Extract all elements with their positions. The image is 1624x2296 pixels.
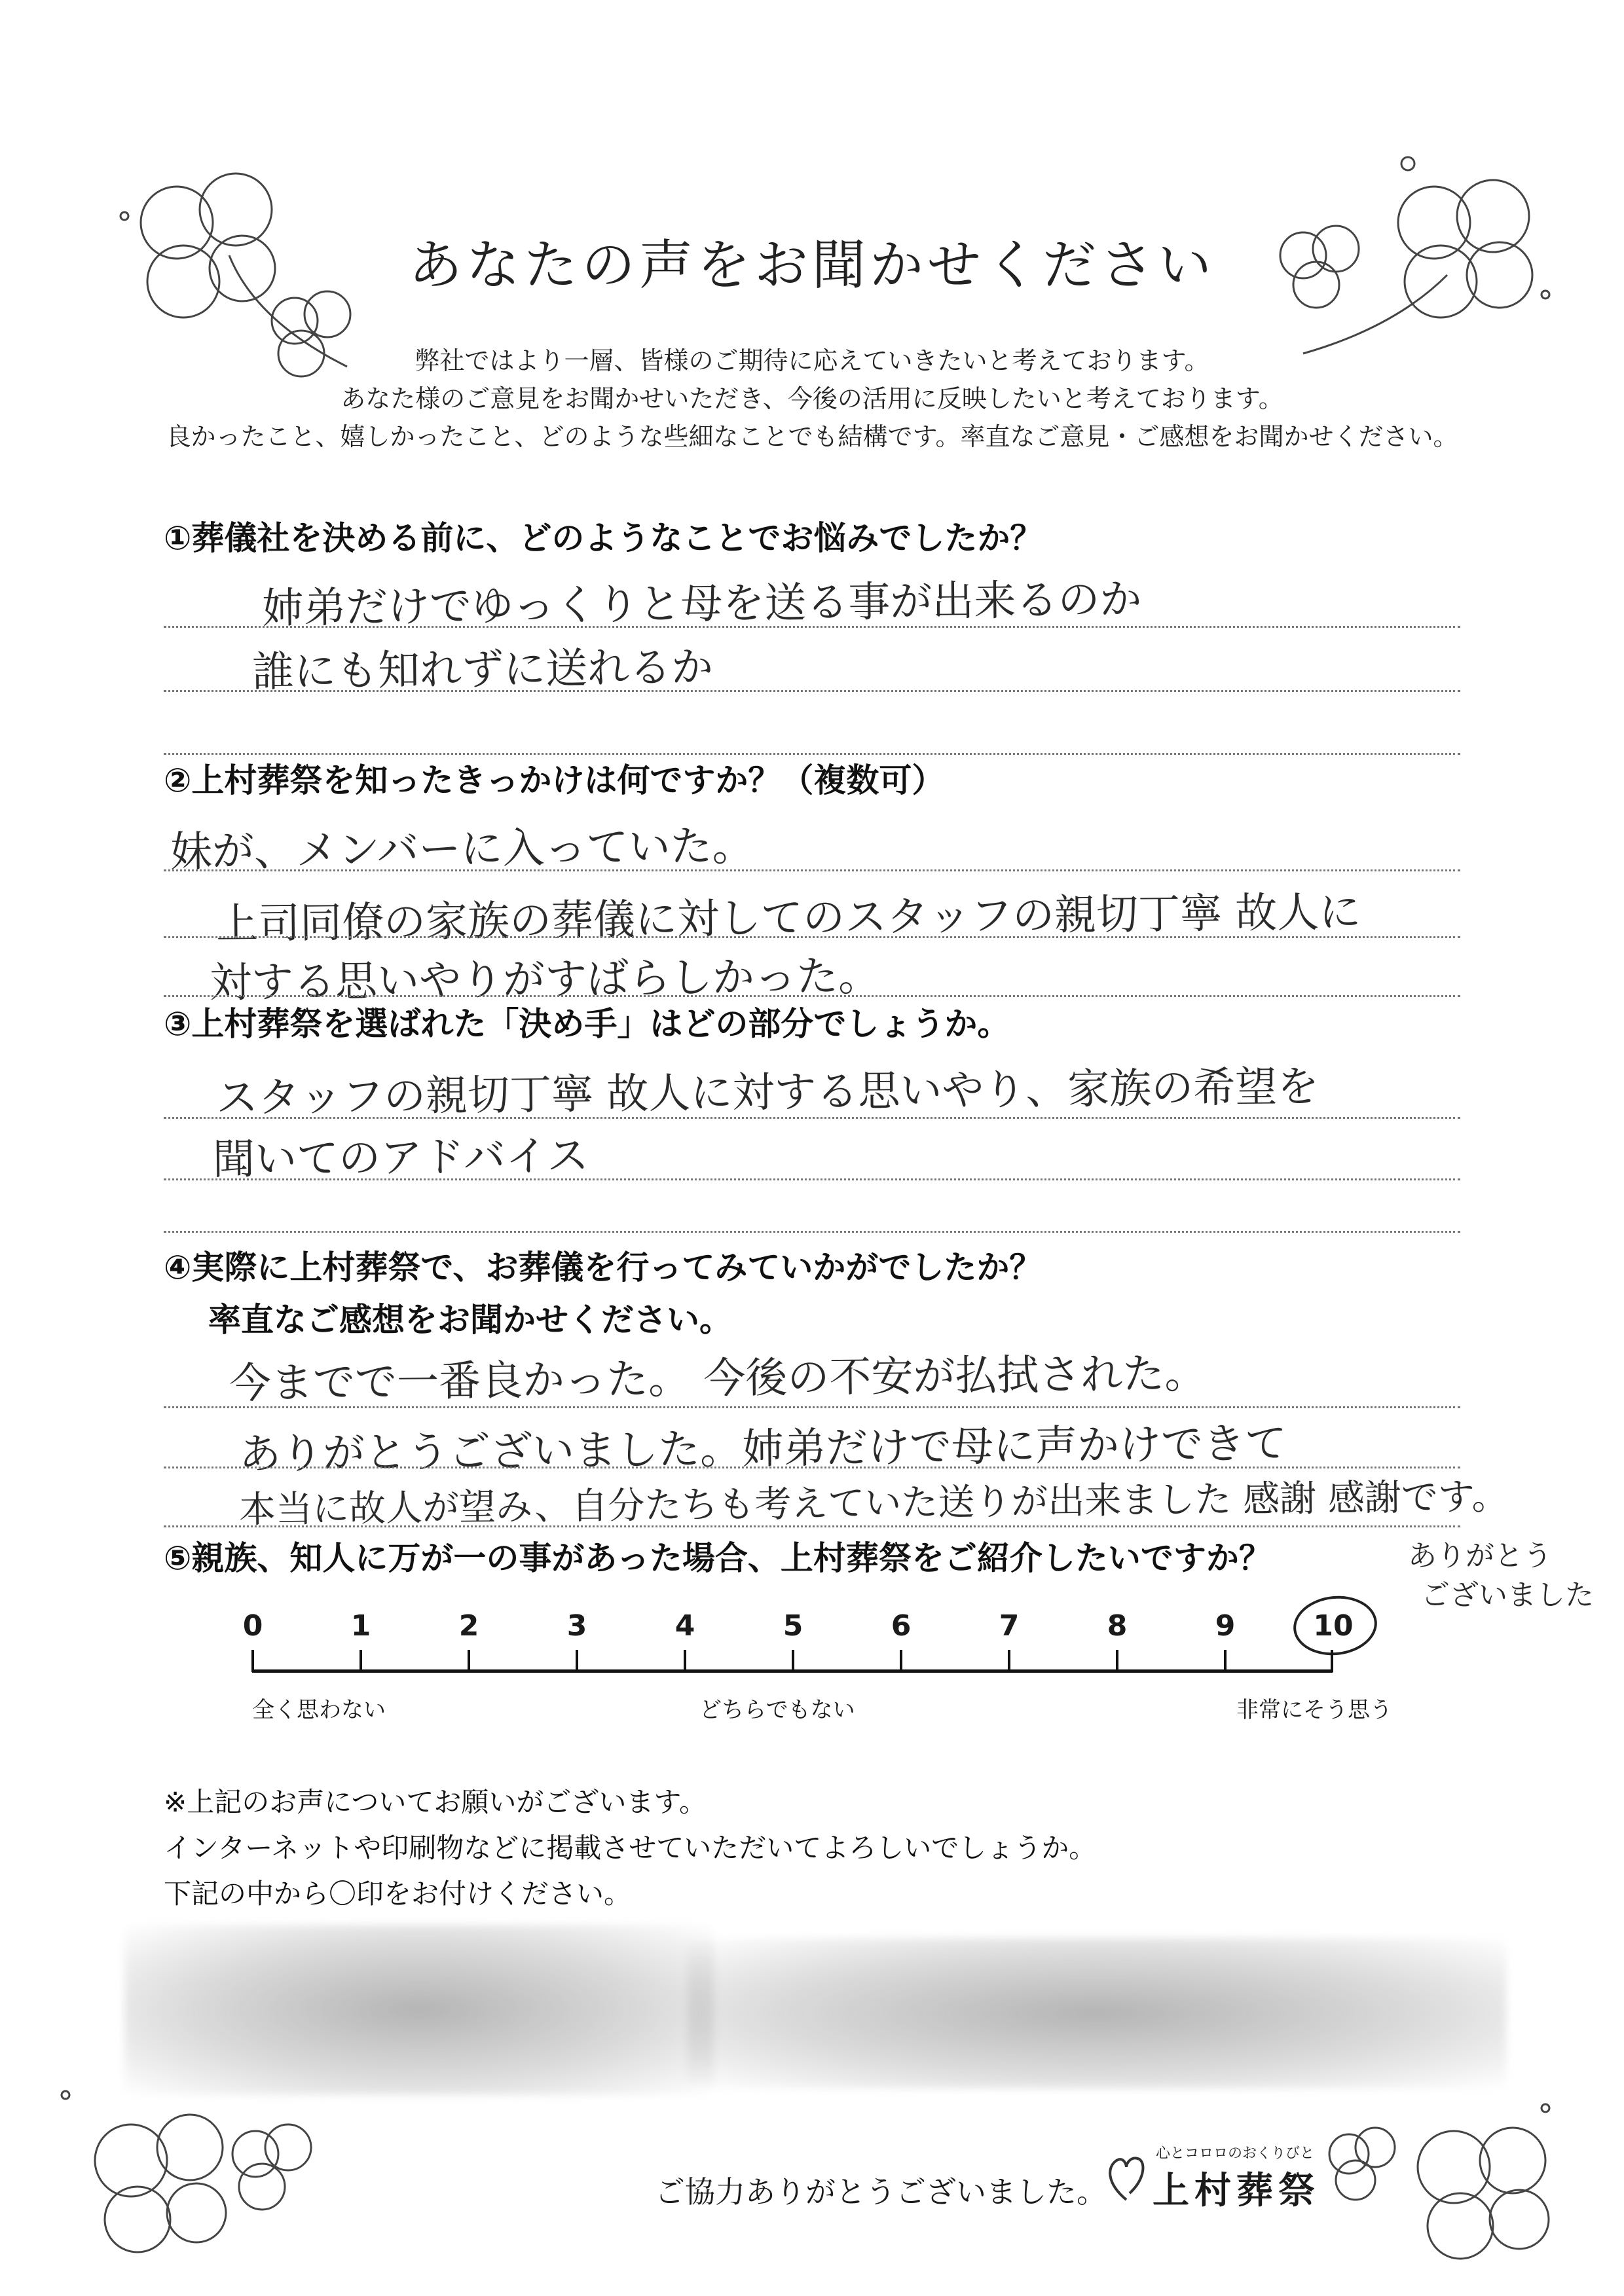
scale-left-label: 全く思わない <box>252 1697 386 1723</box>
scale-number-2[interactable]: 2 <box>458 1609 479 1643</box>
scale-number-0[interactable]: 0 <box>242 1609 263 1643</box>
scale-number-7[interactable]: 7 <box>999 1609 1020 1643</box>
question-1-answer-line-2: 誰にも知れずに送れるか <box>251 643 714 697</box>
question-4-answer-line-2: ありがとうございました。姉弟だけで母に声かけできて <box>238 1419 1287 1479</box>
question-5-label: ⑤親族、知人に万が一の事があった場合、上村葬祭をご紹介したいですか？ <box>164 1539 1272 1577</box>
question-3-label: ③上村葬祭を選ばれた「決め手」はどの部分でしょうか。 <box>164 1005 1010 1043</box>
intro-line-2: あなた様のご意見をお聞かせいただき、今後の活用に反映したいと考えております。 <box>341 384 1283 413</box>
answer-rule <box>164 936 1460 938</box>
scale-number-9[interactable]: 9 <box>1215 1609 1236 1643</box>
redacted-area-right <box>688 1938 1506 2088</box>
question-2-answer-line-3: 対する思いやりがすばらしかった。 <box>209 952 881 1008</box>
scale-tick <box>576 1650 578 1672</box>
scale-number-6[interactable]: 6 <box>891 1609 912 1643</box>
scale-tick <box>792 1650 794 1672</box>
answer-rule <box>164 1525 1460 1527</box>
scale-tick <box>1331 1650 1333 1672</box>
answer-rule <box>164 869 1460 871</box>
footer-thanks: ご協力ありがとうございました。 <box>655 2174 1107 2210</box>
scale-number-8[interactable]: 8 <box>1107 1609 1128 1643</box>
question-1-answer-line-1: 姉弟だけでゆっくりと母を送る事が出来るのか <box>261 575 1142 633</box>
intro-line-3: 良かったこと、嬉しかったこと、どのような些細なことでも結構です。率直なご意見・ご感想をお聞かせください。 <box>166 422 1458 451</box>
clover-decoration-bottom-right <box>1310 2095 1572 2291</box>
answer-rule <box>164 626 1460 628</box>
question-4-sublabel: 率直なご感想をお聞かせください。 <box>208 1301 732 1339</box>
scale-tick <box>468 1650 470 1672</box>
scale-number-3[interactable]: 3 <box>566 1609 587 1643</box>
question-2-answer-line-1: 妹が、メンバーに入っていた。 <box>170 822 754 877</box>
heart-logo-icon <box>1103 2147 1149 2206</box>
question-1-label: ①葬儀社を決める前に、どのようなことでお悩みでしたか？ <box>164 519 1043 557</box>
question-4-answer-line-5: ございました <box>1421 1578 1594 1612</box>
page-title: あなたの声をお聞かせください <box>408 234 1215 297</box>
question-3-answer-line-2: 聞いてのアドバイス <box>212 1131 589 1184</box>
scale-number-4[interactable]: 4 <box>674 1609 695 1643</box>
answer-rule <box>164 1231 1460 1233</box>
note-line-3: 下記の中から〇印をお付けください。 <box>164 1878 632 1910</box>
redacted-area-left <box>124 1925 714 2095</box>
question-2-answer-line-2: 上司同僚の家族の葬儀に対してのスタッフの親切丁寧 故人に <box>215 888 1361 949</box>
scale-number-1[interactable]: 1 <box>350 1609 371 1643</box>
scale-tick <box>1224 1650 1227 1672</box>
scale-tick <box>1008 1650 1010 1672</box>
answer-rule <box>164 690 1460 692</box>
scale-tick <box>360 1650 362 1672</box>
question-4-answer-line-1: 今までで一番良かった。 今後の不安が払拭された。 <box>229 1349 1207 1408</box>
answer-rule <box>164 1406 1460 1408</box>
note-line-2: インターネットや印刷物などに掲載させていただいてよろしいでしょうか。 <box>164 1832 1097 1864</box>
scale-tick <box>684 1650 686 1672</box>
question-3-answer-line-1: スタッフの親切丁寧 故人に対する思いやり、家族の希望を <box>215 1063 1320 1123</box>
brand-logo: 上村葬祭 <box>1153 2170 1320 2212</box>
question-4-answer-line-4: ありがとう <box>1408 1539 1552 1573</box>
scale-number-5[interactable]: 5 <box>783 1609 803 1643</box>
brand-tagline: 心とコロロのおくりびと <box>1156 2145 1315 2162</box>
answer-rule <box>164 1117 1460 1119</box>
scale-number-10[interactable]: 10 <box>1313 1609 1354 1643</box>
intro-line-1: 弊社ではより一層、皆様のご期待に応えていきたいと考えております。 <box>415 346 1209 375</box>
note-line-1: ※上記のお声についてお願いがございます。 <box>164 1786 707 1818</box>
question-4-label: ④実際に上村葬祭で、お葬儀を行ってみていかがでしたか？ <box>164 1248 1043 1286</box>
question-4-answer-line-3: 本当に故人が望み、自分たちも考えていた送りが出来ました 感謝 感謝です。 <box>238 1475 1509 1531</box>
clover-decoration-bottom-left <box>52 2082 341 2291</box>
answer-rule <box>164 995 1460 997</box>
answer-rule <box>164 1467 1460 1468</box>
scale-tick <box>1116 1650 1118 1672</box>
scale-tick <box>251 1650 254 1672</box>
question-2-label: ②上村葬祭を知ったきっかけは何ですか？（複数可） <box>164 761 945 799</box>
scale-middle-label: どちらでもない <box>699 1697 855 1723</box>
scale-tick <box>900 1650 902 1672</box>
scale-right-label: 非常にそう思う <box>1236 1697 1392 1723</box>
answer-rule <box>164 1178 1460 1180</box>
